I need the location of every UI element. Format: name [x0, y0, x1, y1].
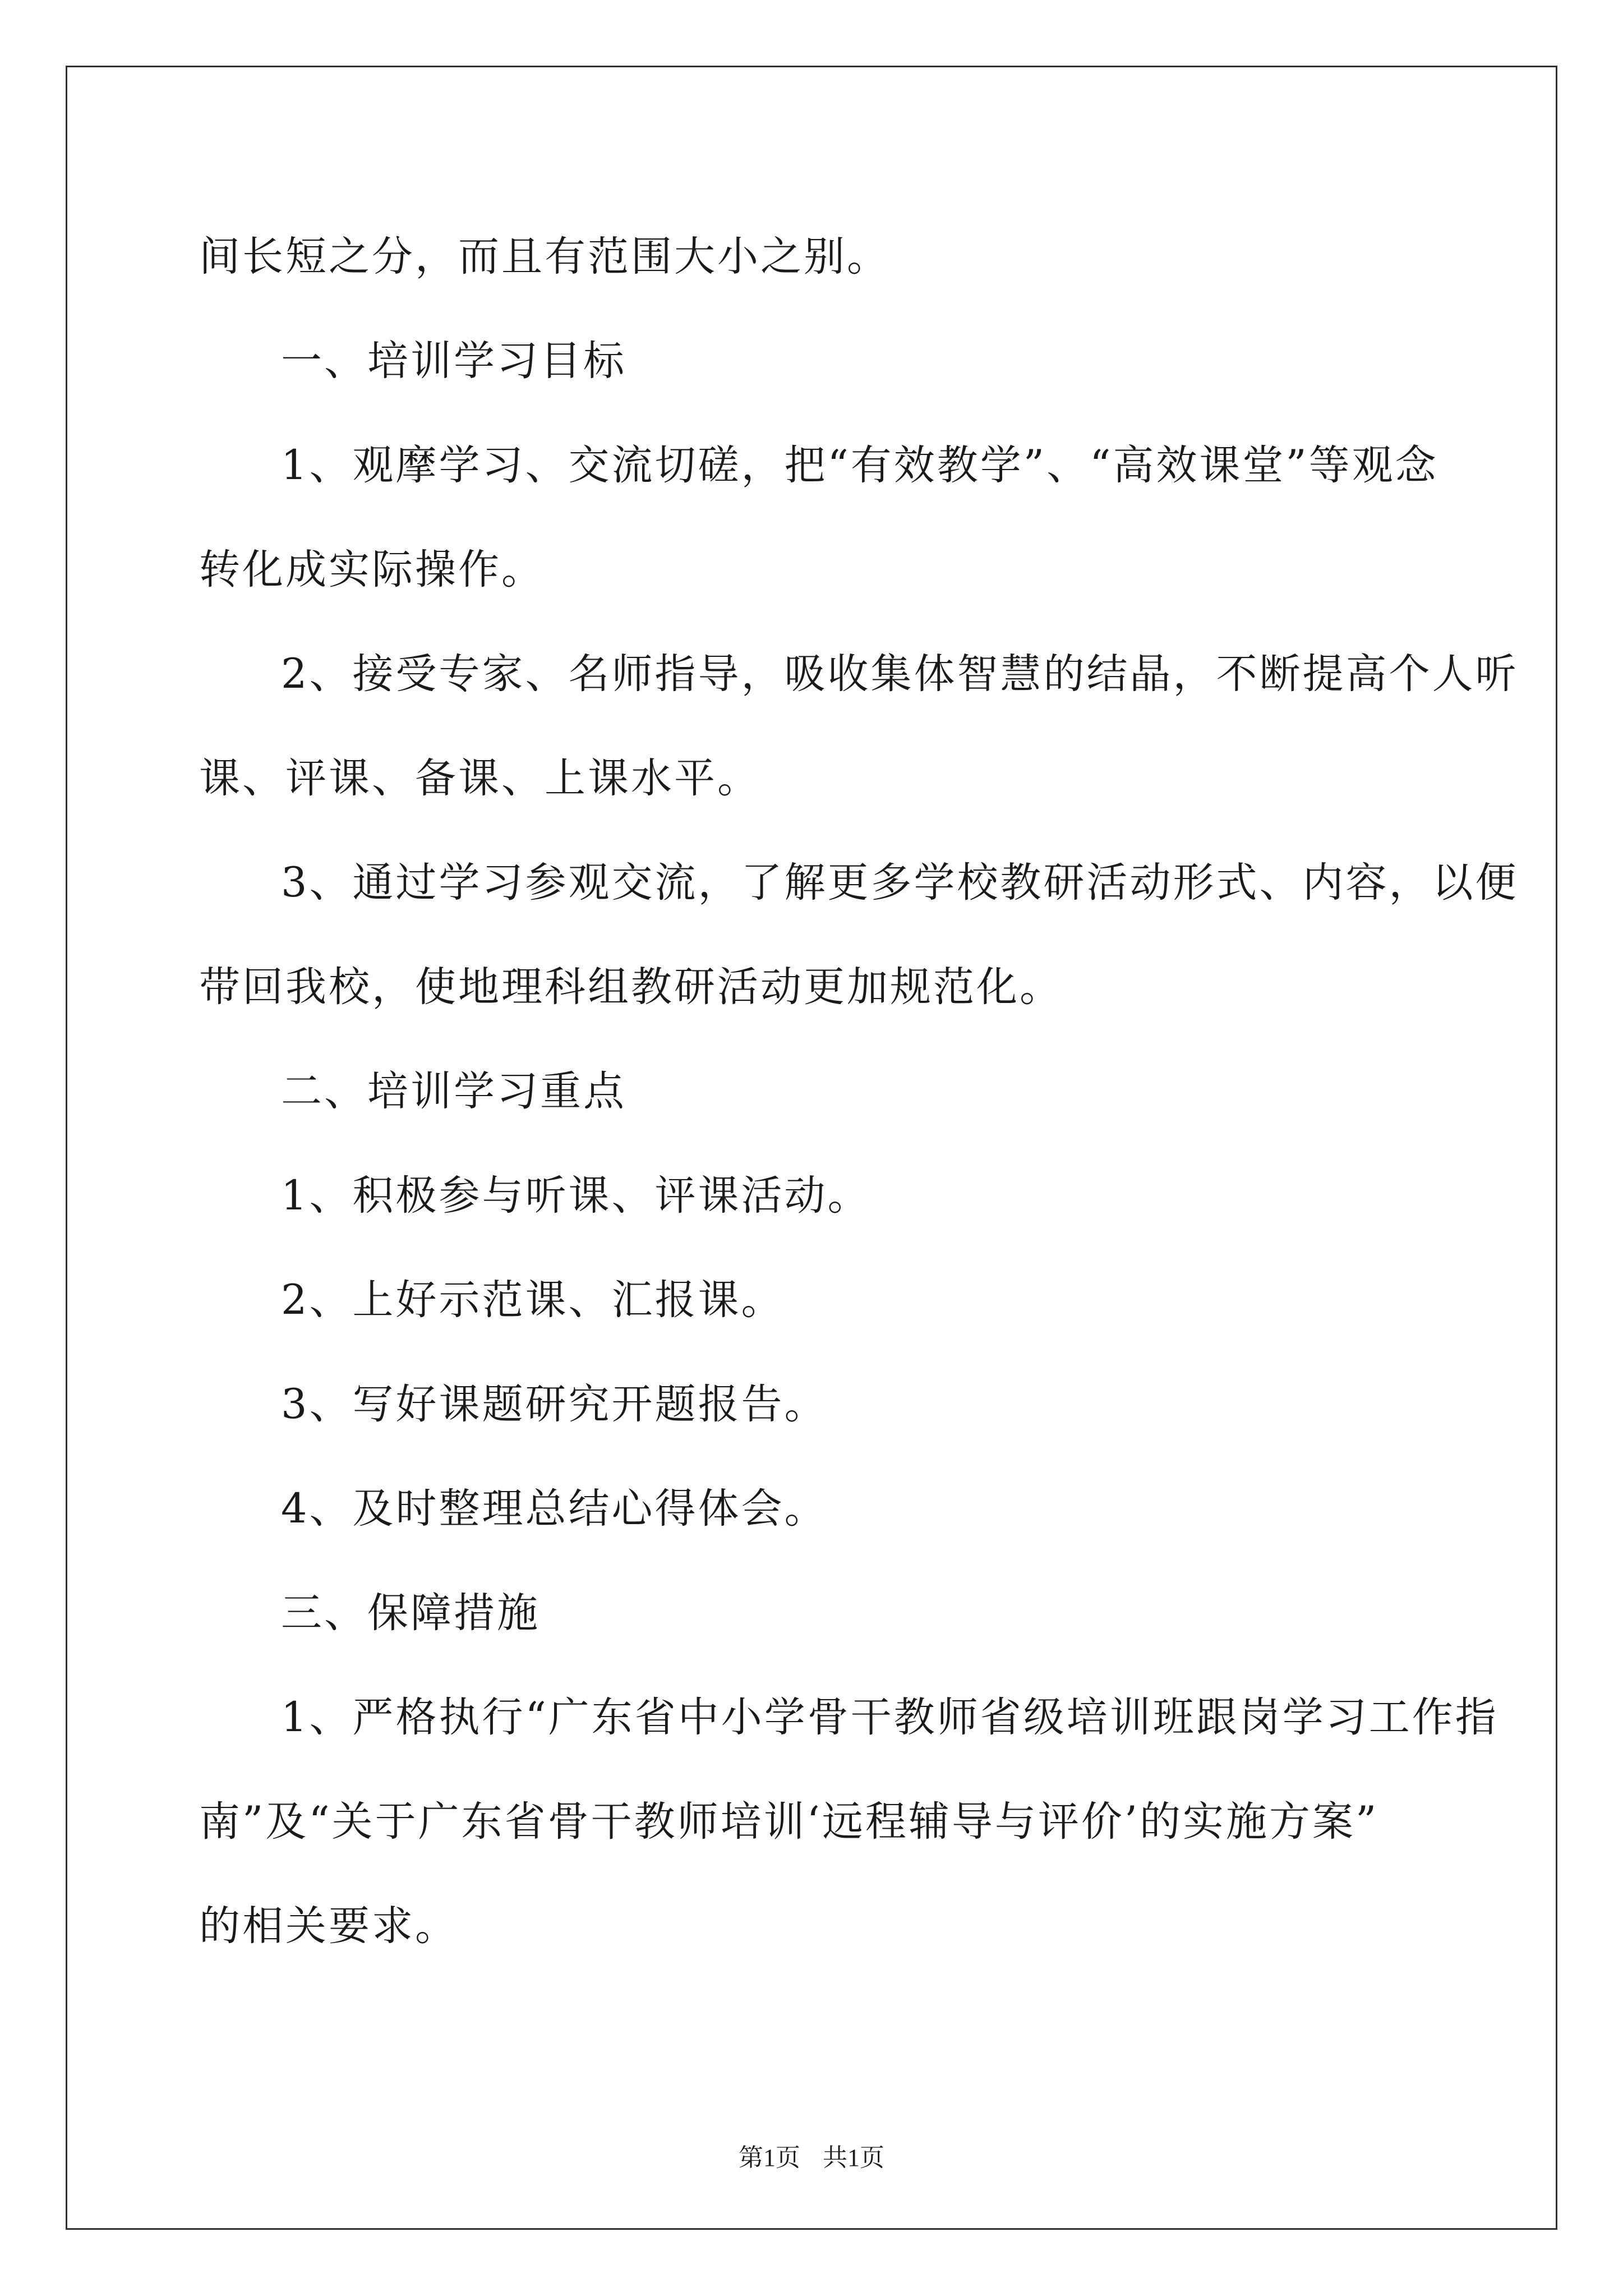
section-heading: 二、培训学习重点	[281, 1068, 626, 1115]
document-body	[199, 205, 1519, 1978]
page-number-total: 共1页	[823, 2144, 884, 2171]
text-line: 转化成实际操作。	[199, 546, 545, 593]
page-number-current: 第1页	[739, 2144, 800, 2171]
text-line: 2、接受专家、名师指导，吸收集体智慧的结晶，不断提高个人听	[281, 650, 1519, 698]
text-line: 的相关要求。	[199, 1902, 458, 1950]
text-line: 2、上好示范课、汇报课。	[281, 1276, 785, 1324]
text-line: 3、写好课题研究开题报告。	[281, 1381, 828, 1428]
text-line: 课、评课、备课、上课水平。	[199, 754, 760, 802]
text-line: 1、严格执行“广东省中小学骨干教师省级培训班跟岗学习工作指	[281, 1694, 1498, 1741]
text-line: 3、通过学习参观交流，了解更多学校教研活动形式、内容，以便	[281, 859, 1519, 907]
text-line: 带回我校，使地理科组教研活动更加规范化。	[199, 963, 1063, 1011]
section-heading: 三、保障措施	[281, 1589, 540, 1637]
text-line: 4、及时整理总结心得体会。	[281, 1485, 828, 1533]
text-line: 1、观摩学习、交流切磋，把“有效教学”、“高效课堂”等观念	[281, 441, 1438, 489]
text-line: 间长短之分，而且有范围大小之别。	[199, 233, 890, 280]
text-line: 1、积极参与听课、评课活动。	[281, 1172, 871, 1220]
text-line: 南”及“关于广东省骨干教师培训‘远程辅导与评价’的实施方案”	[199, 1798, 1379, 1846]
page-footer	[0, 2137, 1623, 2173]
section-heading: 一、培训学习目标	[281, 337, 626, 385]
